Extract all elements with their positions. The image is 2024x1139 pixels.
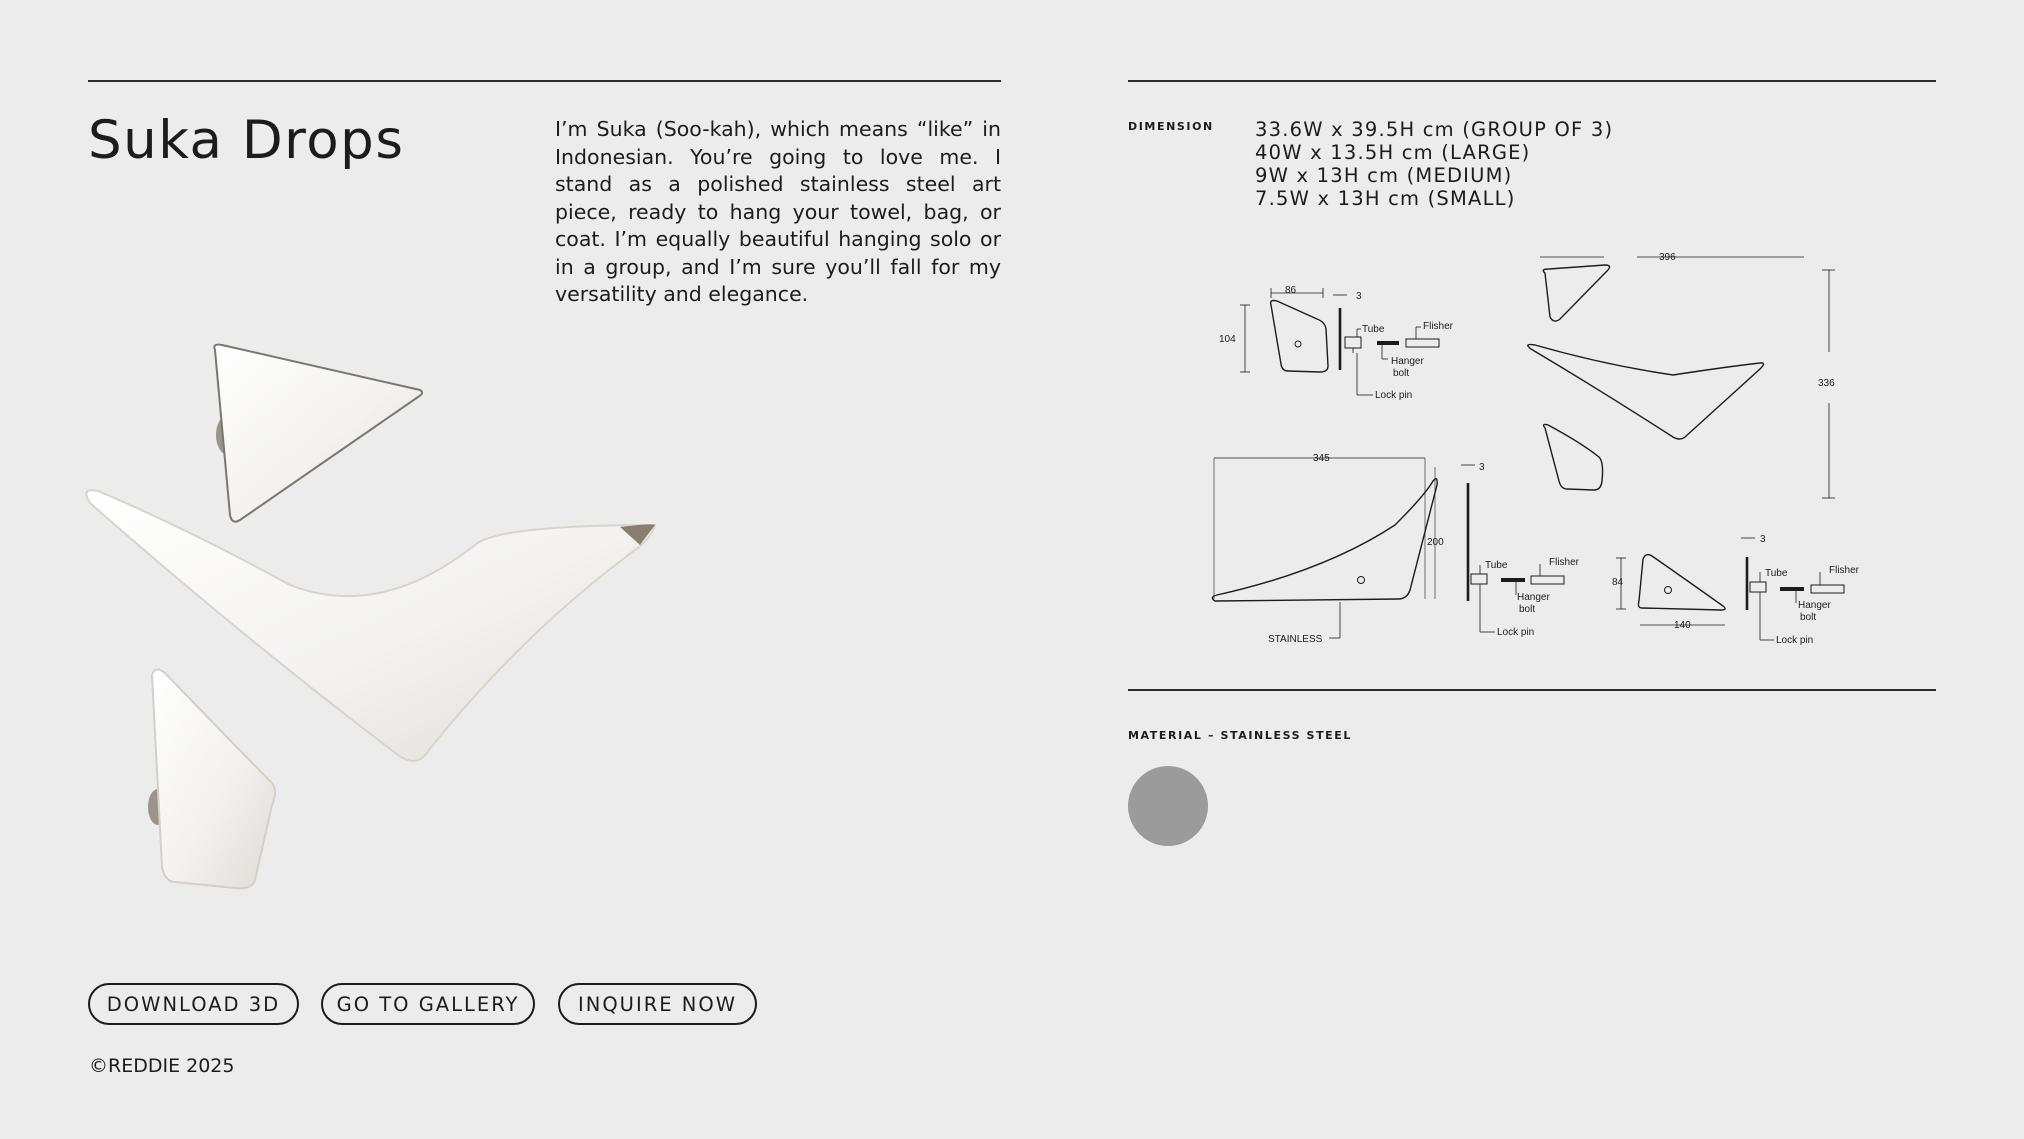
dimension-group: 33.6W x 39.5H cm (GROUP OF 3) [1255, 118, 1614, 141]
product-description: I’m Suka (Soo-kah), which means “like” in Indonesian. You’re going to love me. I stand as a polished stainless steel art piece, ready to hang your towel, bag, or coat. I’m equally beautiful hanging solo or in a group, and I’m sure you’ll fall for my versatility and elegance. [555, 117, 1001, 306]
group-drawing [1528, 252, 1835, 498]
copyright: ©REDDIE 2025 [89, 1055, 235, 1077]
download-3d-button[interactable]: DOWNLOAD 3D [88, 983, 299, 1025]
inquire-now-button[interactable]: INQUIRE NOW [558, 983, 757, 1025]
medium-width-dim: 140 [1674, 620, 1691, 631]
large-material-label: STAINLESS [1268, 634, 1323, 645]
medium-bolt-label: bolt [1800, 612, 1817, 623]
dimension-large: 40W x 13.5H cm (LARGE) [1255, 141, 1531, 164]
product-title: Suka Drops [88, 110, 405, 171]
product-piece-small [148, 669, 275, 888]
small-height-dim: 104 [1219, 334, 1236, 345]
medium-depth-dim: 3 [1760, 534, 1766, 545]
large-bolt-label: bolt [1519, 604, 1536, 615]
medium-lockpin-label: Lock pin [1776, 635, 1814, 646]
group-width-dim: 396 [1659, 252, 1676, 263]
small-lockpin-label: Lock pin [1375, 390, 1413, 401]
dimension-medium: 9W x 13H cm (MEDIUM) [1255, 164, 1513, 187]
dimension-small: 7.5W x 13H cm (SMALL) [1255, 187, 1516, 210]
large-width-dim: 345 [1313, 453, 1330, 464]
large-flisher-label: Flisher [1549, 557, 1580, 568]
large-depth-dim: 3 [1479, 462, 1485, 473]
medium-piece-drawing [1612, 534, 1860, 646]
right-top-rule [1128, 80, 1936, 82]
medium-flisher-label: Flisher [1829, 565, 1860, 576]
left-top-rule [88, 80, 1001, 82]
technical-drawing [1205, 245, 1865, 655]
dimension-label: DIMENSION [1128, 120, 1214, 133]
large-height-dim: 200 [1427, 537, 1444, 548]
small-depth-dim: 3 [1356, 291, 1362, 302]
small-tube-label: Tube [1362, 324, 1385, 335]
small-flisher-label: Flisher [1423, 321, 1454, 332]
group-height-dim: 336 [1818, 378, 1835, 389]
product-image [80, 335, 680, 915]
small-width-dim: 86 [1285, 285, 1297, 296]
material-swatch-stainless[interactable] [1128, 766, 1208, 846]
material-label: MATERIAL – STAINLESS STEEL [1128, 729, 1353, 742]
dimension-list [1255, 118, 1613, 210]
large-piece-drawing [1212, 453, 1579, 645]
small-piece-drawing [1219, 285, 1454, 401]
small-bolt-label: bolt [1393, 368, 1410, 379]
product-piece-medium [214, 345, 422, 522]
go-to-gallery-button[interactable]: GO TO GALLERY [321, 983, 535, 1025]
large-hanger-label: Hanger [1517, 592, 1550, 603]
medium-hanger-label: Hanger [1798, 600, 1831, 611]
small-hanger-label: Hanger [1391, 356, 1424, 367]
medium-tube-label: Tube [1765, 568, 1788, 579]
right-middle-rule [1128, 689, 1936, 691]
large-tube-label: Tube [1485, 560, 1508, 571]
large-lockpin-label: Lock pin [1497, 627, 1535, 638]
medium-height-dim: 84 [1612, 577, 1624, 588]
